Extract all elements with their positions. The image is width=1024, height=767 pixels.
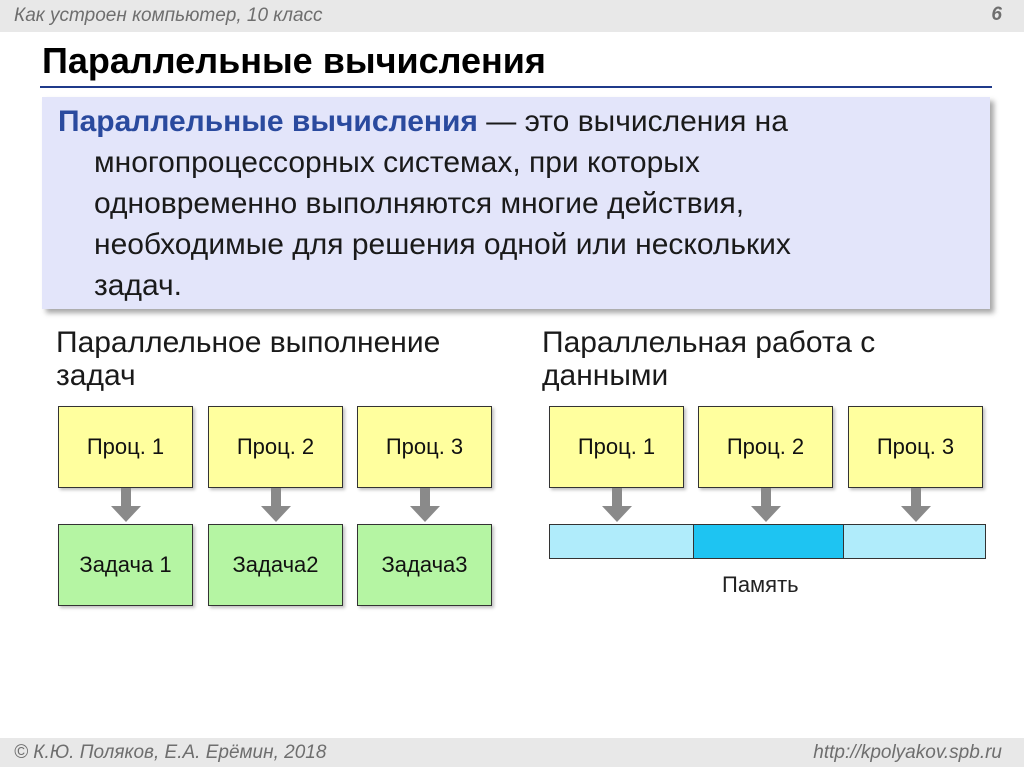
right-processor-1: Проц. 1 bbox=[549, 406, 684, 488]
memory-label: Память bbox=[722, 572, 799, 597]
left-heading-line-1: Параллельное выполнение bbox=[56, 326, 441, 359]
right-arrow-1 bbox=[602, 488, 632, 522]
footer-bar bbox=[0, 738, 1024, 767]
right-heading-line-1: Параллельная работа с bbox=[542, 326, 876, 359]
memory-segment-2 bbox=[693, 524, 844, 559]
definition-line-4: необходимые для решения одной или нескольких bbox=[94, 228, 791, 261]
left-arrow-2 bbox=[261, 488, 291, 522]
memory-segment-1 bbox=[549, 524, 694, 559]
left-task-3: Задача3 bbox=[357, 524, 492, 606]
left-arrow-3 bbox=[410, 488, 440, 522]
page-number: 6 bbox=[991, 4, 1002, 25]
left-processor-3: Проц. 3 bbox=[357, 406, 492, 488]
right-arrow-3 bbox=[901, 488, 931, 522]
left-heading-line-2: задач bbox=[56, 359, 136, 392]
left-diagram-heading bbox=[56, 326, 440, 392]
definition-term: Параллельные вычисления bbox=[58, 105, 478, 138]
definition-box bbox=[42, 97, 990, 309]
header-bar bbox=[0, 0, 1024, 32]
left-arrow-1 bbox=[111, 488, 141, 522]
right-diagram-heading bbox=[542, 326, 875, 392]
definition-line-5: задач. bbox=[94, 269, 182, 302]
course-title: Как устроен компьютер, 10 класс bbox=[14, 5, 323, 26]
right-processor-2: Проц. 2 bbox=[698, 406, 833, 488]
definition-line-2: многопроцессорных системах, при которых bbox=[94, 146, 700, 179]
right-heading-line-2: данными bbox=[542, 359, 669, 392]
right-processor-3: Проц. 3 bbox=[848, 406, 983, 488]
title-divider bbox=[40, 86, 992, 88]
left-task-2: Задача2 bbox=[208, 524, 343, 606]
slide-title: Параллельные вычисления bbox=[42, 40, 546, 81]
copyright-text: © К.Ю. Поляков, Е.А. Ерёмин, 2018 bbox=[14, 742, 327, 763]
left-processor-1: Проц. 1 bbox=[58, 406, 193, 488]
left-task-1: Задача 1 bbox=[58, 524, 193, 606]
left-processor-2: Проц. 2 bbox=[208, 406, 343, 488]
definition-line-1 bbox=[58, 101, 974, 142]
memory-segment-3 bbox=[843, 524, 986, 559]
definition-text-1: — это вычисления на bbox=[477, 105, 788, 138]
definition-line-3: одновременно выполняются многие действия, bbox=[94, 187, 745, 220]
site-link: http://kpolyakov.spb.ru bbox=[813, 742, 1002, 763]
right-arrow-2 bbox=[751, 488, 781, 522]
